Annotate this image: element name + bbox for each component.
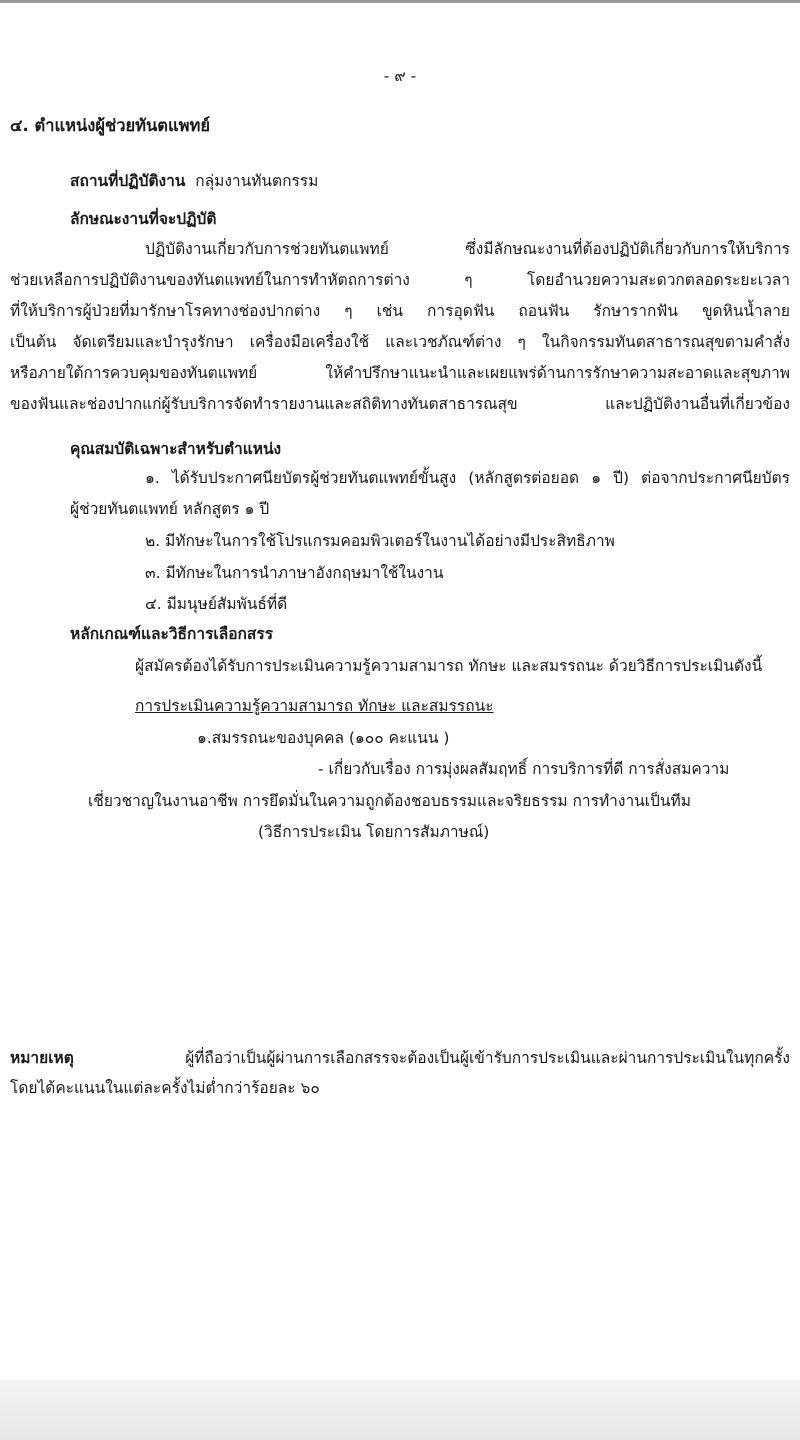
note-label: หมายเหตุ (10, 1049, 74, 1067)
selection-subheading: การประเมินความรู้ความสามารถ ทักษะ และสมรรถนะ (135, 697, 494, 715)
competency-detail-cont: เชี่ยวชาญในงานอาชีพ การยึดมั่นในความถูกต้องชอบธรรมและจริยธรรม การทำงานเป็นทีม (88, 792, 691, 810)
duties-line: ช่วยเหลือการปฏิบัติงานของทันตแพทย์ในการทำหัตถการต่าง ๆ โดยอำนวยความสะดวกตลอดระยะเวลา (10, 271, 790, 289)
selection-heading: หลักเกณฑ์และวิธีการเลือกสรร (70, 625, 274, 643)
selection-intro: ผู้สมัครต้องได้รับการประเมินความรู้ความสามารถ ทักษะ และสมรรถนะ ด้วยวิธีการประเมินดังนี้ (135, 657, 763, 675)
duties-line: ที่ให้บริการผู้ป่วยที่มารักษาโรคทางช่องปากต่าง ๆ เช่น การอุดฟัน ถอนฟัน รักษารากฟัน ขูดหินน้ำลาย (10, 302, 790, 320)
competency-item: ๑.สมรรถนะของบุคคล (๑๐๐ คะแนน ) (197, 729, 450, 747)
scan-bottom-edge (0, 1380, 800, 1440)
duties-line: ปฏิบัติงานเกี่ยวกับการช่วยทันตแพทย์ ซึ่งมีลักษณะงานที่ต้องปฏิบัติเกี่ยวกับการให้บริการ (145, 240, 790, 258)
duties-line: ของฟันและช่องปากแก่ผู้รับบริการจัดทำรายงานและสถิติทางทันตสาธารณสุข และปฏิบัติงานอื่นที่เกี่ยวข้อง (10, 395, 790, 413)
duties-line: เป็นต้น จัดเตรียมและบำรุงรักษา เครื่องมือเครื่องใช้ และเวชภัณฑ์ต่าง ๆ ในกิจกรรมทันตสาธารณสุขตามคำสั่ง (10, 333, 790, 351)
note-text: ผู้ที่ถือว่าเป็นผู้ผ่านการเลือกสรรจะต้องเป็นผู้เข้ารับการประเมินและผ่านการประเมินในทุกครั้ง (185, 1049, 790, 1067)
qualification-item: ๓. มีทักษะในการนำภาษาอังกฤษมาใช้ในงาน (145, 564, 444, 582)
page-number: - ๙ - (383, 67, 417, 85)
qualifications-heading: คุณสมบัติเฉพาะสำหรับตำแหน่ง (70, 440, 282, 458)
workplace-label: สถานที่ปฏิบัติงาน (70, 172, 186, 190)
position-heading: ๔. ตำแหน่งผู้ช่วยทันตแพทย์ (10, 116, 211, 135)
qualification-item: ๔. มีมนุษย์สัมพันธ์ที่ดี (145, 595, 288, 613)
qualification-item: ๑. ได้รับประกาศนียบัตรผู้ช่วยทันตแพทย์ขั้นสูง (หลักสูตรต่อยอด ๑ ปี) ต่อจากประกาศนียบัตร (145, 469, 790, 487)
workplace (70, 169, 318, 193)
competency-detail: - เกี่ยวกับเรื่อง การมุ่งผลสัมฤทธิ์ การบริการที่ดี การสั่งสมความ (318, 760, 730, 778)
duties-line: หรือภายใต้การควบคุมของทันตแพทย์ ให้คำปรึกษาแนะนำและเผยแพร่ด้านการรักษาความสะอาดและสุขภาพ (10, 364, 790, 382)
note (10, 1046, 790, 1070)
assessment-method: (วิธีการประเมิน โดยการสัมภาษณ์) (258, 823, 490, 841)
qualification-item: ๒. มีทักษะในการใช้โปรแกรมคอมพิวเตอร์ในงานได้อย่างมีประสิทธิภาพ (145, 532, 615, 550)
duties-heading: ลักษณะงานที่จะปฏิบัติ (70, 210, 217, 228)
scan-top-edge (0, 0, 800, 3)
note-text-cont: โดยได้คะแนนในแต่ละครั้งไม่ต่ำกว่าร้อยละ ๖๐ (10, 1079, 320, 1097)
workplace-value: กลุ่มงานทันตกรรม (195, 172, 319, 190)
qualification-item-cont: ผู้ช่วยทันตแพทย์ หลักสูตร ๑ ปี (70, 500, 270, 518)
